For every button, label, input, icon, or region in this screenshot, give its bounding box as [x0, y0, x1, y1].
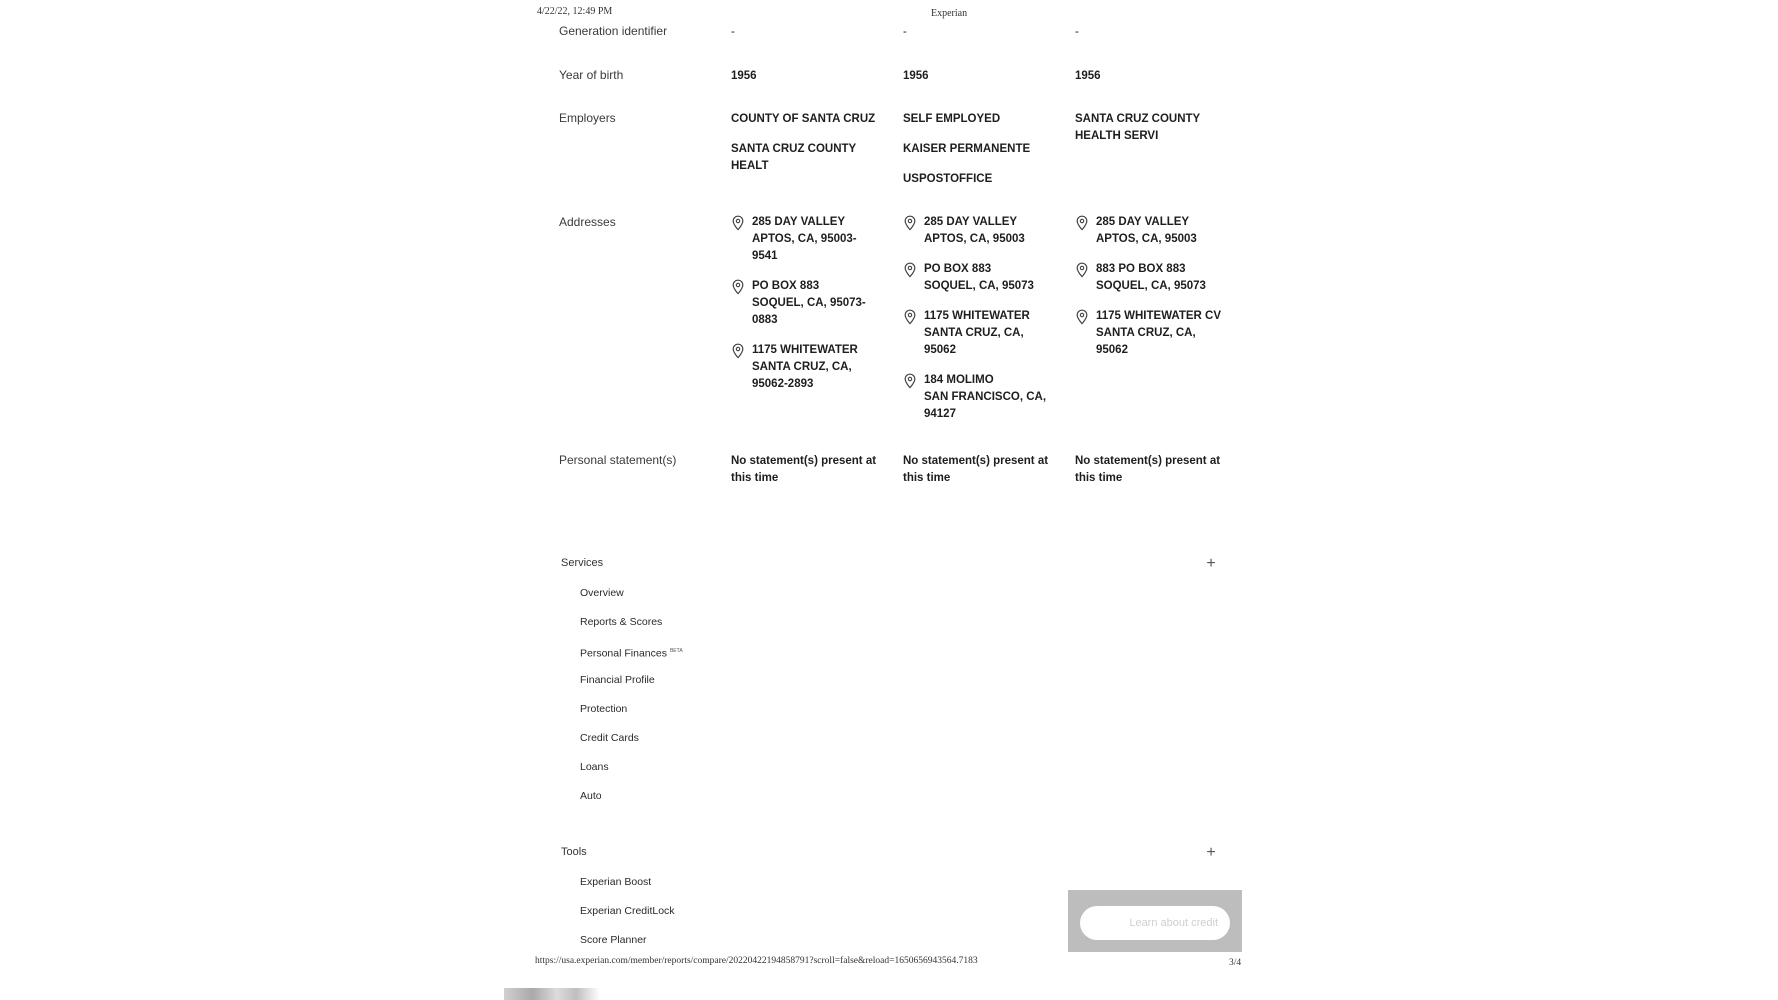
statement-value: No statement(s) present at this time — [903, 455, 1049, 484]
year-of-birth-value: 1956 — [903, 70, 929, 82]
learn-about-credit-button[interactable]: Learn about credit — [1080, 906, 1230, 940]
address-line2: SOQUEL, CA, 95073 — [924, 280, 1034, 292]
statement-value: No statement(s) present at this time — [1075, 455, 1221, 484]
location-pin-icon — [1075, 309, 1089, 325]
address-line1: 1175 WHITEWATER CV — [1096, 310, 1222, 322]
personal-statements-label: Personal statement(s) — [559, 453, 677, 467]
address-line2: SAN FRANCISCO, CA, 94127 — [924, 391, 1047, 420]
address-line2: SANTA CRUZ, CA, 95062-2893 — [752, 361, 852, 390]
address-item — [731, 342, 881, 393]
location-pin-icon — [731, 279, 745, 295]
addresses-list — [1075, 214, 1225, 372]
location-pin-icon — [903, 215, 917, 231]
address-item — [903, 214, 1053, 248]
plus-icon[interactable]: + — [1206, 555, 1216, 572]
services-list — [580, 586, 683, 818]
chat-widget — [1068, 890, 1242, 952]
address-item — [1075, 308, 1225, 359]
print-title: Experian — [931, 8, 968, 19]
year-of-birth-label: Year of birth — [559, 68, 624, 82]
address-line1: 285 DAY VALLEY — [752, 216, 846, 228]
address-line2: APTOS, CA, 95003-9541 — [752, 233, 857, 262]
addresses-list — [903, 214, 1053, 436]
plus-icon[interactable]: + — [1206, 844, 1216, 861]
services-item-protection[interactable]: Protection — [580, 703, 628, 715]
services-item-personal-finances[interactable] — [580, 644, 683, 673]
employers-label: Employers — [559, 111, 616, 125]
services-item-auto[interactable]: Auto — [580, 790, 602, 802]
location-pin-icon — [1075, 215, 1089, 231]
addresses-list — [731, 214, 881, 406]
statement-value: No statement(s) present at this time — [731, 455, 877, 484]
scan-artifact — [504, 988, 600, 1000]
generation-identifier-label: Generation identifier — [559, 24, 668, 38]
services-item-reports-scores[interactable]: Reports & Scores — [580, 616, 663, 628]
address-line2: APTOS, CA, 95003 — [924, 233, 1025, 245]
tools-item-experian-creditlock[interactable]: Experian CreditLock — [580, 905, 675, 917]
services-item-overview[interactable]: Overview — [580, 587, 624, 599]
tools-heading[interactable]: Tools — [561, 846, 587, 858]
employers-list — [903, 111, 1053, 200]
location-pin-icon — [903, 373, 917, 389]
services-item-credit-cards[interactable]: Credit Cards — [580, 732, 639, 744]
print-url: https://usa.experian.com/member/reports/compare/20220422194858791?scroll=false&reload=1650656943564.7183 — [535, 956, 978, 966]
address-item — [1075, 261, 1225, 295]
services-heading[interactable]: Services — [561, 557, 604, 569]
address-line2: SANTA CRUZ, CA, 95062 — [1096, 327, 1196, 356]
generation-value: - — [1075, 26, 1079, 38]
address-line2: SANTA CRUZ, CA, 95062 — [924, 327, 1024, 356]
address-line1: PO BOX 883 — [752, 280, 820, 292]
employer-item: COUNTY OF SANTA CRUZ — [731, 113, 876, 125]
address-line1: 184 MOLIMO — [924, 374, 994, 386]
generation-value: - — [731, 26, 735, 38]
address-item — [903, 372, 1053, 423]
year-of-birth-value: 1956 — [1075, 70, 1101, 82]
address-line1: 285 DAY VALLEY — [924, 216, 1018, 228]
address-line1: PO BOX 883 — [924, 263, 992, 275]
address-item — [731, 214, 881, 265]
address-line2: SOQUEL, CA, 95073-0883 — [752, 297, 866, 326]
location-pin-icon — [903, 262, 917, 278]
generation-value: - — [903, 26, 907, 38]
location-pin-icon — [731, 343, 745, 359]
beta-badge: BETA — [669, 648, 683, 654]
employer-item: KAISER PERMANENTE — [903, 143, 1031, 155]
tools-item-experian-boost[interactable]: Experian Boost — [580, 876, 652, 888]
address-item — [903, 308, 1053, 359]
tools-list — [580, 875, 675, 962]
employer-item: USPOSTOFFICE — [903, 173, 993, 185]
location-pin-icon — [903, 309, 917, 325]
employers-list — [1075, 111, 1225, 157]
services-item-financial-profile[interactable]: Financial Profile — [580, 674, 655, 686]
location-pin-icon — [1075, 262, 1089, 278]
address-item — [903, 261, 1053, 295]
print-date: 4/22/22, 12:49 PM — [537, 6, 613, 17]
address-line2: SOQUEL, CA, 95073 — [1096, 280, 1206, 292]
page-number: 3/4 — [1229, 958, 1242, 968]
employer-item: SELF EMPLOYED — [903, 113, 1001, 125]
address-item — [731, 278, 881, 329]
address-line2: APTOS, CA, 95003 — [1096, 233, 1197, 245]
address-line1: 883 PO BOX 883 — [1096, 263, 1186, 275]
employer-item: SANTA CRUZ COUNTY HEALTH SERVI — [1075, 113, 1201, 142]
address-item — [1075, 214, 1225, 248]
services-item-loans[interactable]: Loans — [580, 761, 609, 773]
address-line1: 1175 WHITEWATER — [924, 310, 1030, 322]
services-item-label: Personal Finances — [580, 647, 667, 660]
address-line1: 1175 WHITEWATER — [752, 344, 858, 356]
address-line1: 285 DAY VALLEY — [1096, 216, 1190, 228]
employer-item: SANTA CRUZ COUNTY HEALT — [731, 143, 857, 172]
employers-list — [731, 111, 881, 187]
location-pin-icon — [731, 215, 745, 231]
addresses-label: Addresses — [559, 215, 616, 229]
year-of-birth-value: 1956 — [731, 70, 757, 82]
tools-item-score-planner[interactable]: Score Planner — [580, 934, 647, 946]
